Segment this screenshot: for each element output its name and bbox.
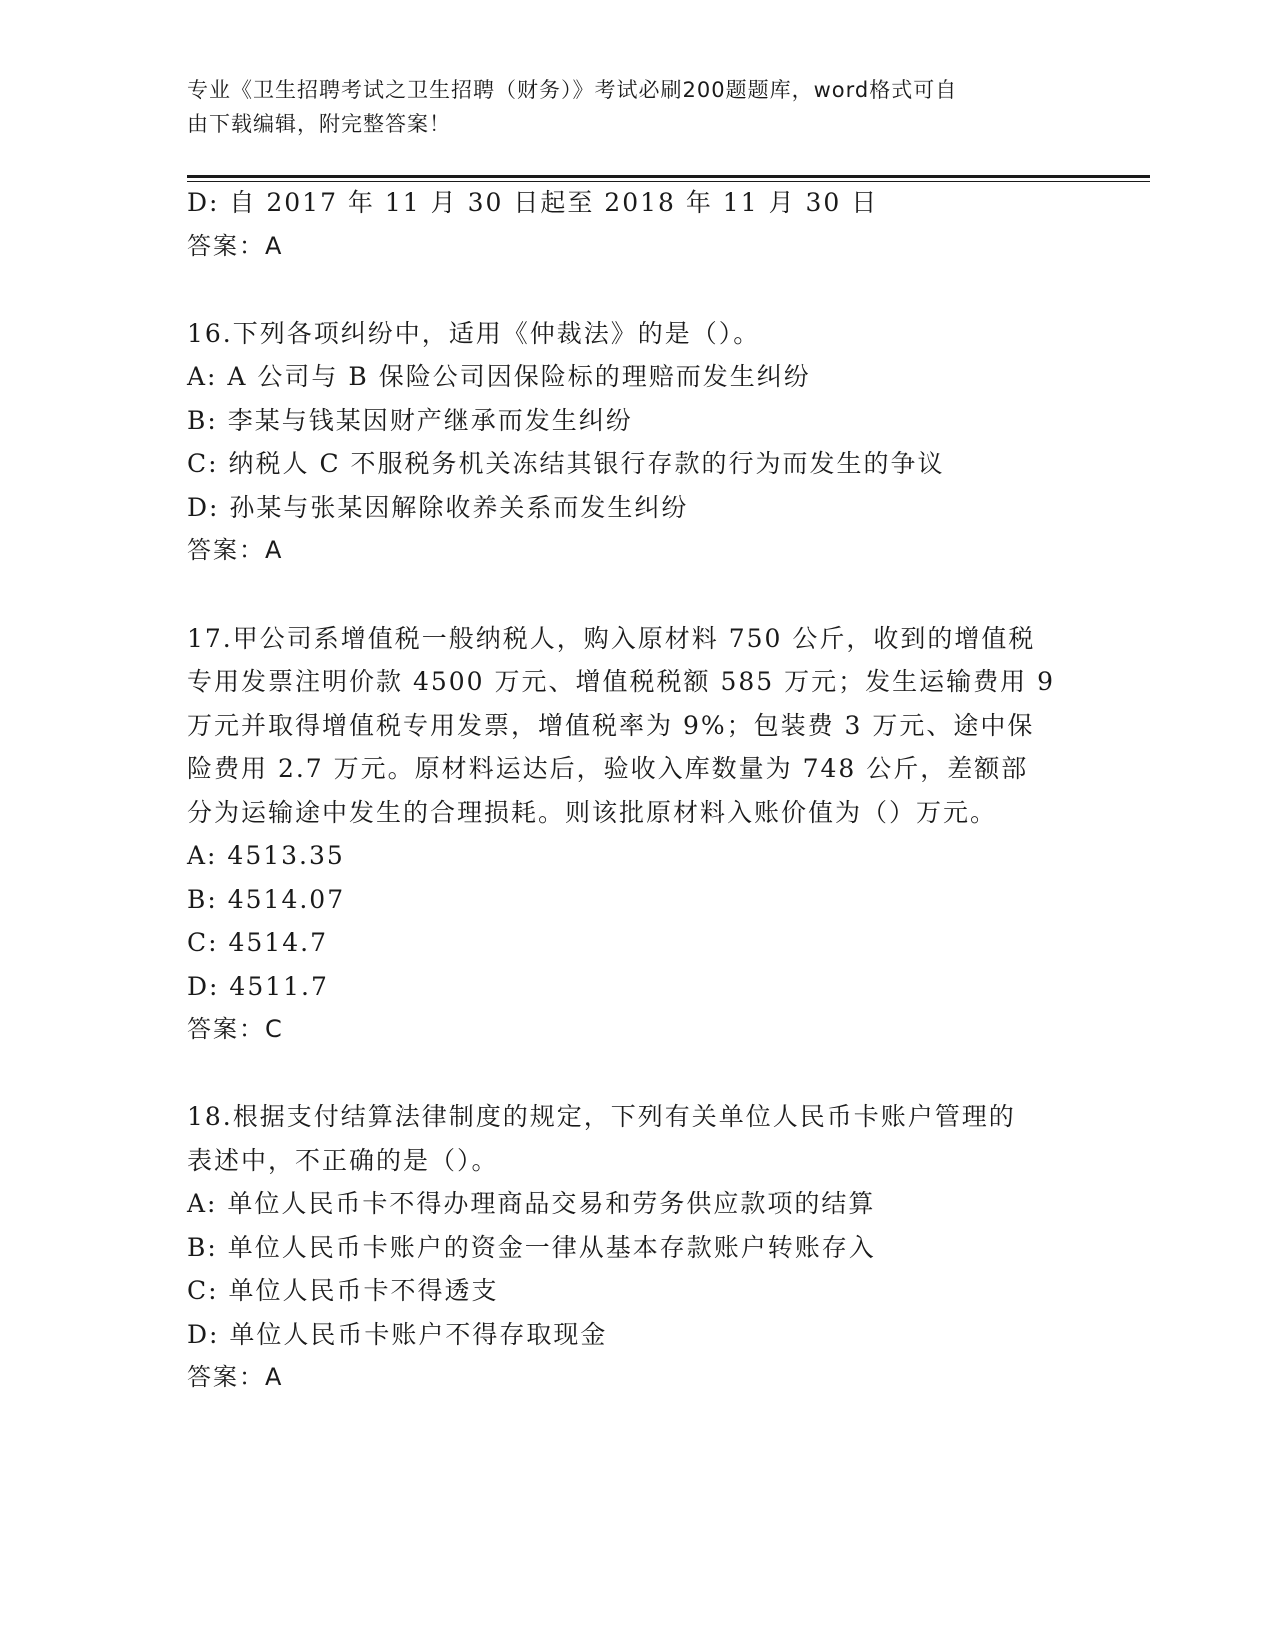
q18-option-b: B: 单位人民币卡账户的资金一律从基本存款账户转账存入 [187,1233,876,1262]
q17-option-d: D: 4511.7 [187,972,329,1001]
q17-option-a: A: 4513.35 [187,841,345,870]
q16-stem-line-1: 16.下列各项纠纷中，适用《仲裁法》的是（）。 [187,319,761,348]
q18-answer: 答案：A [187,1363,284,1391]
header-rule-thick [187,175,1150,178]
header-line-2: 由下载编辑，附完整答案！ [187,112,451,136]
document-header [187,73,1087,141]
q18-option-d: D: 单位人民币卡账户不得存取现金 [187,1320,608,1349]
q16-option-c: C: 纳税人 C 不服税务机关冻结其银行存款的行为而发生的争议 [187,449,945,478]
q17-stem-line-2: 专用发票注明价款 4500 万元、增值税税额 585 万元；发生运输费用 9 [187,667,1055,696]
q17-stem-line-4: 险费用 2.7 万元。原材料运达后，验收入库数量为 748 公斤，差额部 [187,754,1029,783]
q17-option-c: C: 4514.7 [187,928,328,957]
q17-stem-line-1: 17.甲公司系增值税一般纳税人，购入原材料 750 公斤，收到的增值税 [187,624,1036,653]
q18-option-a: A: 单位人民币卡不得办理商品交易和劳务供应款项的结算 [187,1189,876,1218]
q16-option-b: B: 李某与钱某因财产继承而发生纠纷 [187,406,633,435]
prev-option-d: D: 自 2017 年 11 月 30 日起至 2018 年 11 月 30 日 [187,188,879,217]
q16-option-d: D: 孙某与张某因解除收养关系而发生纠纷 [187,493,689,522]
q16-answer: 答案：A [187,536,284,564]
q18-stem-line-2: 表述中，不正确的是（）。 [187,1146,499,1175]
q18-option-c: C: 单位人民币卡不得透支 [187,1276,499,1305]
q17-stem-line-3: 万元并取得增值税专用发票，增值税率为 9%；包装费 3 万元、途中保 [187,711,1035,740]
q18-stem-line-1: 18.根据支付结算法律制度的规定，下列有关单位人民币卡账户管理的 [187,1102,1016,1131]
q17-stem-line-5: 分为运输途中发生的合理损耗。则该批原材料入账价值为（）万元。 [187,798,998,827]
header-line-1: 专业《卫生招聘考试之卫生招聘（财务）》考试必刷200题题库，word格式可自 [187,78,958,102]
prev-answer: 答案：A [187,232,284,260]
q17-answer: 答案：C [187,1015,284,1043]
q17-option-b: B: 4514.07 [187,885,346,914]
q16-option-a: A: A 公司与 B 保险公司因保险标的理赔而发生纠纷 [187,362,811,391]
